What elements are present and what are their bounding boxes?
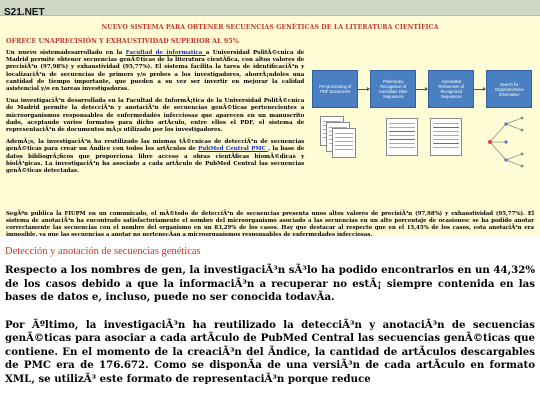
figure-box-3: Automated Refinement of Recognized Sequences [428,70,474,108]
article-subtitle: OFRECE UNAPRECISIÓN Y EXHAUSTIVIDAD SUPERIOR AL 95% [6,37,239,45]
intro-panel [0,16,540,236]
facultad-link[interactable]: Facultad de informatica [125,50,206,56]
organism-tree-icon [482,112,534,172]
figure-box-1: Pre-processing of PDF Documents [312,70,358,108]
p1-start: Un nuevo sistemadesarrollado en la [6,50,126,56]
intro-text-column [6,50,304,206]
section-heading: Detección y anotación de secuencias genéticas [5,246,201,257]
top-bar [0,0,540,16]
intro-paragraph-4: SegÃºn publica la FIUPM en un comunicado, el mÃ©todo de detecciÃ³n de secuencias presenta unos altos valores de precisiÃ³n (97,98%) y exhaustividad (95,77%). El sistema de anotaciÃ³n ha encontrado satisfactoriamente el nombre del microorganismo asociado a las secuencias en un alto porcentaje de ocasiones: se ha podido anotar correctamente las secuencias con el nombre del organismo en un 83,29% de los casos. Hay que destacar al respecto que en el 15,45% de los casos, esta anotaciÃ³n era imposible, ya que las secuencias a anotar no pertenecÃan a microorganismos responsables de enfermedades infecciosas. [6,211,534,236]
article-title: NUEVO SISTEMA PARA OBTENER SECUENCIAS GENÉTICAS DE LA LITERATURA CIENTÍFICA [101,24,439,31]
article-paragraph-1: Respecto a los nombres de gen, la investigaciÃ³n sÃ³lo ha podido encontrarlos en un 44,32% de los casos debido a que la informaciÃ³n a recuperar no estÃ¡ siempre contenida en las bases de datos e, incluso, puede no ser conocida todavÃa. [5,264,535,303]
site-name[interactable]: S21.NET [4,7,45,18]
pubmed-link[interactable]: PubMed Central PMC [198,146,269,153]
article-paragraph-2: Por Ãºltimo, la investigaciÃ³n ha reutilizado la detecciÃ³n y anotaciÃ³n de secuencias genÃ©ticas para asociar a cada artÃculo de PubMed Central las secuencias genÃ©ticas que contiene. En el momento de la creaciÃ³n del Ãndice, la cantidad de artÃculos descargables de PMC era de 176.672. Como se disponÃa de una versiÃ³n de cada artÃculo en formato XML, se utilizÃ³ este formato de representaciÃ³n porque reduce [5,318,535,385]
intro-paragraph-1 [6,50,304,93]
article-section [0,246,540,386]
figure-box-4: Search for Organism/Gene Information [486,70,532,108]
p1-end: a Universidad PolitÃ©cnica de Madrid permite obtener secuencias genÃ©ticas de la literatura cientÃfica, con altos valores de precisiÃ³n (97,98%) y exhaustividad (95,77%). El sistema facilita la tarea de identificaciÃ³n y localizaciÃ³n de secuencias de primers y/o probes a los investigadores, ahorrÃ¡ndoles una cantidad de tiempo importante, que pueden a su vez ser invertir en mejorar la calidad asistencial y/o en tareas investigadoras. [6,50,305,93]
p3-end: , la base de datos bibliogrÃ¡ficos que proporciona libre acceso a obras cientÃficas biomÃ©dicas y biolÃ³gicas. La investigaciÃ³n ha asociado a cada artÃculo de PubMed Central las secuencias genÃ©ticas detectadas. [6,146,305,175]
sequence-document-1 [386,118,418,156]
sequence-document-2 [430,118,462,156]
document-icon-3 [332,128,356,158]
p3-start: AdemÃ¡s, la investigaciÃ³n ha reutilizado las mismas tÃ©cnicas de detecciÃ³n de secuencias genÃ©ticas para crear un Ãndice con todos los artÃculos de [6,139,305,153]
figure-box-2: Preliminary Recognition of Candidate DNA Sequences [370,70,416,108]
intro-row [6,50,534,206]
pipeline-figure [310,56,534,206]
intro-paragraph-3 [6,139,304,175]
intro-paragraph-2: Una investigaciÃ³n desarrollada en la Facultad de InformÃ¡tica de la Universidad PolitÃ©cnica de Madrid permite la detecciÃ³n y anotaciÃ³n de secuencias genÃ©ticas pertenecientes a microorganismos responsables de enfermedades infecciosas que aparecen en un manuscrito dado, aceptando varios formatos para dicho artÃculo, entre ellos el PDF, el sistema de representaciÃ³n de documentos mÃ¡s utilizado por los investigadores. [6,98,305,134]
